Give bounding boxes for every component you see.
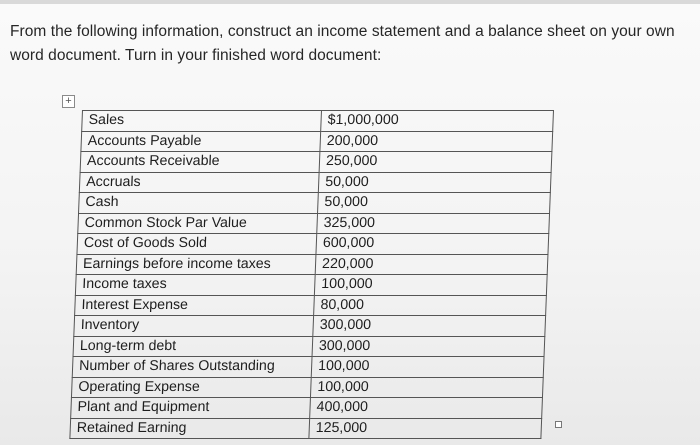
table-row	[79, 172, 551, 193]
table-row	[78, 213, 550, 234]
row-label[interactable]: Cash	[79, 193, 319, 214]
instructions-text: From the following information, construct an income statement and a balance sheet on your own word document. Turn in your finished word document:	[10, 23, 675, 64]
table-row	[75, 295, 547, 316]
table-resize-icon[interactable]	[555, 421, 562, 428]
row-value[interactable]: 300,000	[312, 336, 545, 357]
row-value[interactable]: 220,000	[315, 254, 548, 275]
row-value[interactable]: 300,000	[313, 316, 546, 337]
row-label[interactable]: Interest Expense	[75, 295, 315, 316]
table-row	[77, 234, 549, 255]
row-value[interactable]: 200,000	[320, 131, 553, 152]
row-label[interactable]: Number of Shares Outstanding	[72, 357, 312, 378]
row-label[interactable]: Plant and Equipment	[71, 398, 311, 419]
row-label[interactable]: Income taxes	[75, 275, 315, 296]
table-move-icon[interactable]: +	[62, 95, 75, 108]
row-label[interactable]: Retained Earning	[70, 418, 310, 439]
table-row	[76, 254, 548, 275]
top-border	[0, 0, 700, 4]
row-label[interactable]: Cost of Goods Sold	[77, 234, 317, 255]
row-value[interactable]: 250,000	[319, 152, 552, 173]
row-value[interactable]: 100,000	[311, 357, 544, 378]
row-value[interactable]: 125,000	[309, 418, 542, 439]
table-row	[81, 131, 553, 152]
table-row	[75, 275, 547, 296]
table-row	[70, 418, 542, 439]
row-value[interactable]: 50,000	[318, 193, 551, 214]
table-row	[73, 336, 545, 357]
row-label[interactable]: Accounts Payable	[81, 131, 321, 152]
row-value[interactable]: 80,000	[314, 295, 547, 316]
table-row	[72, 357, 544, 378]
row-value[interactable]: 600,000	[316, 234, 549, 255]
row-label[interactable]: Inventory	[74, 316, 314, 337]
row-label[interactable]: Accounts Receivable	[80, 152, 320, 173]
row-label[interactable]: Sales	[82, 111, 322, 132]
row-value[interactable]: 400,000	[310, 398, 543, 419]
table-row	[71, 398, 543, 419]
row-value[interactable]: 325,000	[317, 213, 550, 234]
table-row	[80, 152, 552, 173]
row-value[interactable]: 50,000	[318, 172, 551, 193]
table-row	[74, 316, 546, 337]
table-row	[82, 111, 554, 132]
row-label[interactable]: Accruals	[79, 172, 319, 193]
row-value[interactable]: 100,000	[314, 275, 547, 296]
row-label[interactable]: Earnings before income taxes	[76, 254, 316, 275]
row-value[interactable]: $1,000,000	[321, 111, 554, 132]
row-label[interactable]: Common Stock Par Value	[78, 213, 318, 234]
row-label[interactable]: Operating Expense	[71, 377, 311, 398]
financial-data-table	[69, 110, 554, 439]
table-row	[79, 193, 551, 214]
row-value[interactable]: 100,000	[310, 377, 543, 398]
table-body	[70, 111, 554, 439]
row-label[interactable]: Long-term debt	[73, 336, 313, 357]
table-row	[71, 377, 543, 398]
